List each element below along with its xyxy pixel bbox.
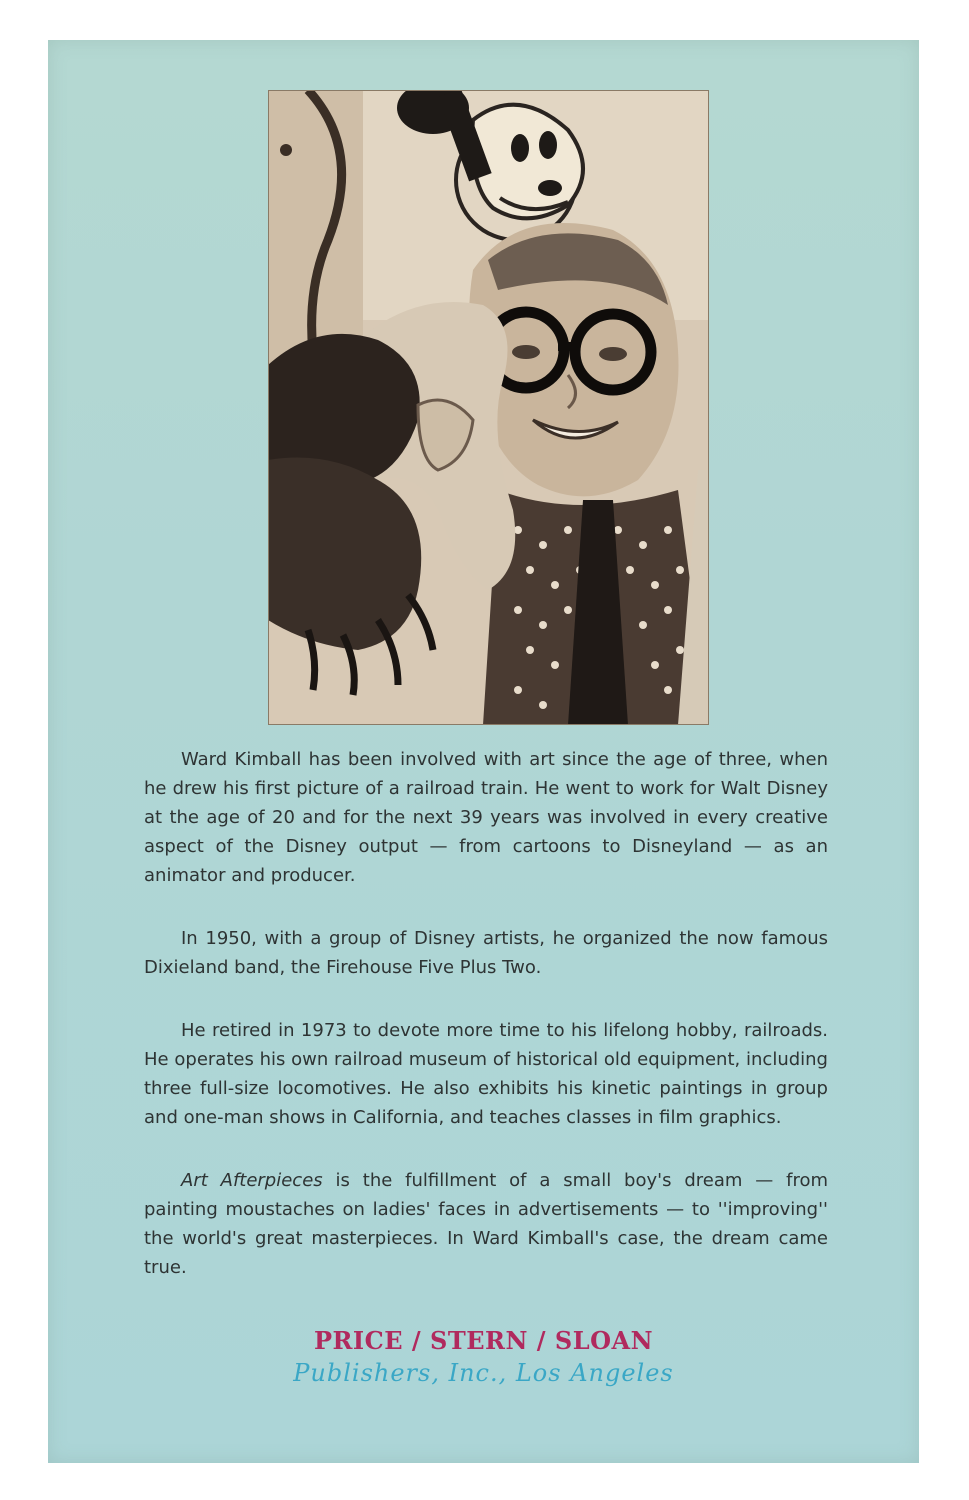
bio-paragraph-2: In 1950, with a group of Disney artists, he organized the now famous Dixieland band, the Firehouse Five Plus Two. bbox=[144, 928, 828, 978]
publisher-location: Publishers, Inc., Los Angeles bbox=[293, 1359, 674, 1387]
back-cover bbox=[48, 40, 919, 1463]
publisher-name: PRICE / STERN / SLOAN bbox=[313, 1326, 654, 1355]
book-title: Art Afterpieces bbox=[181, 1170, 323, 1191]
bio-paragraph-4 bbox=[144, 1166, 828, 1282]
publisher-imprint bbox=[48, 1325, 919, 1389]
bio-paragraph-1: Ward Kimball has been involved with art since the age of three, when he drew his first picture of a railroad train. He went to work for Walt Disney at the age of 20 and for the next 39 years was involved in every creative aspect of the Disney output — from cartoons to Disneyland — as an animator and producer. bbox=[144, 749, 828, 886]
bio-paragraph-3: He retired in 1973 to devote more time to his lifelong hobby, railroads. He operates his own railroad museum of historical old equipment, including three full-size locomotives. He also exhibits his kinetic paintings in group and one-man shows in California, and teaches classes in film graphics. bbox=[144, 1020, 828, 1128]
bio-paragraph-4-text: is the fulfillment of a small boy's dream — from painting moustaches on ladies' faces in advertisements — to ''improving'' the world's great masterpieces. In Ward Kimball's case, the dream came true. bbox=[144, 1170, 829, 1278]
author-photo bbox=[268, 90, 709, 725]
author-bio bbox=[144, 745, 828, 1316]
